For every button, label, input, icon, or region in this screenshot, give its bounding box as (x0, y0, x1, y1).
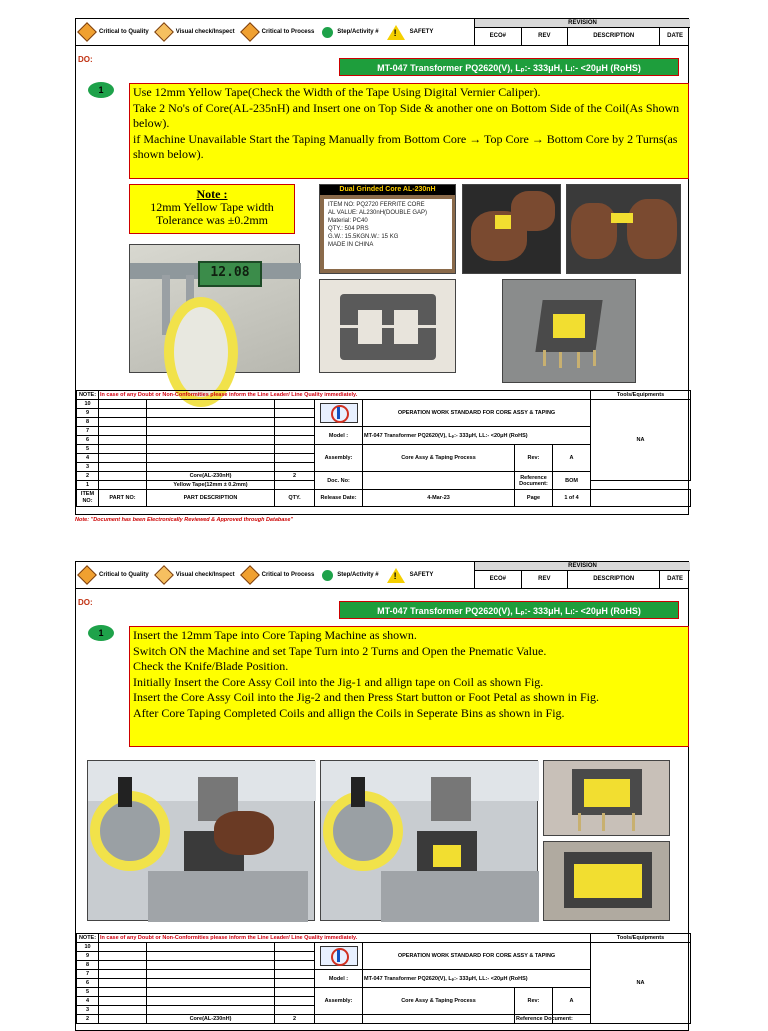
company-logo (320, 946, 358, 966)
item-no-header: ITEM NO: (77, 490, 99, 507)
legend-quality-label: Critical to Quality (99, 29, 149, 35)
part-no-header: PART NO: (99, 490, 147, 507)
tools-label: Tools/Equipments (591, 391, 691, 400)
warning-triangle-icon (387, 568, 405, 583)
rev-label: Rev: (515, 988, 553, 1015)
warning-triangle-icon (387, 25, 405, 40)
legend-safety (387, 25, 434, 40)
revision-block (474, 19, 690, 45)
legend-safety-label: SAFETY (409, 29, 434, 35)
label-line: G.W.: 15.5KGN.W.: 15 KG (328, 234, 399, 240)
release-value: 4-Mar-23 (363, 490, 515, 507)
model-label: Model : (315, 970, 363, 988)
caliper-display: 12.08 (198, 261, 262, 287)
legend (80, 23, 441, 41)
revision-rev: REV (522, 28, 569, 45)
legend-visual-label: Visual check/Inspect (175, 572, 235, 578)
legend-visual-label: Visual check/Inspect (175, 29, 235, 35)
legend-step (322, 570, 378, 581)
item-row-number: 8 (77, 961, 99, 970)
item-row-number: 2 (77, 472, 99, 481)
instruction-box (129, 626, 689, 747)
operation-title: OPERATION WORK STANDARD FOR CORE ASSY & TAPING (363, 400, 591, 427)
item-row-number: 5 (77, 988, 99, 997)
core-box-label (324, 199, 452, 269)
legend-process-label: Critical to Process (261, 572, 315, 578)
assembly-value: Core Assy & Taping Process (363, 445, 515, 472)
note-label: NOTE: (77, 391, 99, 400)
model-value: MT-047 Transformer PQ2620(V), Lₚ:- 333μH, LL:- <20μH (RoHS) (363, 427, 591, 445)
revision-title: REVISION (474, 562, 690, 571)
item-row-number: 6 (77, 979, 99, 988)
label-line: AL VALUE: AL230nH(DOUBLE GAP) (328, 210, 428, 216)
note-label: NOTE: (77, 934, 99, 943)
note-title: Note : (196, 187, 228, 201)
critical-process-icon (240, 565, 260, 585)
label-line: Material: PC40 (328, 218, 368, 224)
product-title: MT-047 Transformer PQ2620(V), Lₚ:- 333μH, Lₗ:- <20μH (RoHS) (339, 601, 679, 619)
taping-machine-photo-2 (320, 760, 538, 921)
eye-inspect-icon (154, 22, 174, 42)
instruction-line: Insert the Core Assy Coil into the Jig-2 and then Press Start button or Foot Petal as shown in Fig. (133, 690, 599, 704)
taped-coil-photo-1 (543, 760, 670, 836)
core-box-label-photo (319, 184, 456, 274)
revision-description: DESCRIPTION (568, 28, 660, 45)
rev-label: Rev: (515, 445, 553, 472)
critical-quality-icon (77, 565, 97, 585)
note-text: In case of any Doubt or Non-Conformities please inform the Line Leader/ Line Quality immediately. (99, 391, 591, 400)
item-row-number: 4 (77, 454, 99, 463)
rev-value: A (553, 988, 591, 1015)
item-row-number: 2 (77, 1015, 99, 1024)
footnote: Note: "Document has been Electronically Reviewed & Approved through Database" (75, 517, 294, 523)
doc-label: Doc. No: (315, 472, 363, 490)
step-number: 1 (88, 625, 114, 641)
legend-step-label: Step/Activity # (337, 572, 379, 578)
item-row-number: 7 (77, 970, 99, 979)
item-row-number: 10 (77, 943, 99, 952)
work-instruction-sheet-1 (75, 18, 689, 515)
model-label: Model : (315, 427, 363, 445)
revision-date: DATE (667, 576, 684, 582)
tools-value: NA (591, 943, 691, 1024)
step-number: 1 (88, 82, 114, 98)
tools-label: Tools/Equipments (591, 934, 691, 943)
core-box-title: Dual Grinded Core AL-230nH (320, 185, 455, 195)
step-circle-icon (322, 570, 333, 581)
reference-value: BOM (553, 472, 591, 490)
label-line: QTY.: 504 PRS (328, 226, 369, 232)
item-row-number: 5 (77, 445, 99, 454)
note-line: Tolerance was ±0.2mm (155, 213, 269, 227)
critical-process-icon (240, 22, 260, 42)
item-row-number: 4 (77, 997, 99, 1006)
critical-quality-icon (77, 22, 97, 42)
item-row-number: 8 (77, 418, 99, 427)
operation-title: OPERATION WORK STANDARD FOR CORE ASSY & TAPING (363, 943, 591, 970)
work-instruction-sheet-2 (75, 561, 689, 1031)
revision-description: DESCRIPTION (568, 571, 660, 588)
part-description: Core(AL-230nH) (147, 472, 275, 481)
document-control-table (76, 933, 688, 1024)
caliper-photo (129, 244, 300, 373)
revision-title: REVISION (474, 19, 690, 28)
legend-safety (387, 568, 434, 583)
instruction-line: Insert the 12mm Tape into Core Taping Machine as shown. (133, 628, 417, 642)
note-text: In case of any Doubt or Non-Conformities please inform the Line Leader/ Line Quality immediately. (99, 934, 591, 943)
release-label: Release Date: (315, 490, 363, 507)
document-control-table (76, 390, 688, 507)
legend (80, 566, 441, 584)
item-row-number: 9 (77, 952, 99, 961)
legend-step (322, 27, 378, 38)
instruction-line: Check the Knife/Blade Position. (133, 659, 289, 673)
assembly-value: Core Assy & Taping Process (363, 988, 515, 1015)
label-line: MADE IN CHINA (328, 242, 374, 248)
item-row-number: 1 (77, 481, 99, 490)
legend-process (243, 25, 315, 39)
legend-safety-label: SAFETY (409, 572, 434, 578)
legend-quality (80, 25, 149, 39)
legend-process-label: Critical to Process (261, 29, 315, 35)
note-line: 12mm Yellow Tape width (150, 200, 274, 214)
eye-inspect-icon (154, 565, 174, 585)
manual-taping-photo-1 (462, 184, 561, 274)
revision-eco: ECO# (475, 28, 522, 45)
legend-process (243, 568, 315, 582)
rev-value: A (553, 445, 591, 472)
instruction-line: Switch ON the Machine and set Tape Turn into 2 Turns and Open the Pnematic Value. (133, 643, 547, 658)
instruction-line: Take 2 No's of Core(AL-235nH) and Insert one on Top Side & another one on Bottom Side of the Coil(As Shown below). (133, 100, 680, 130)
instruction-line: Use 12mm Yellow Tape(Check the Width of the Tape Using Digital Vernier Caliper). (133, 85, 541, 99)
finished-core-photo (502, 279, 636, 383)
sheet-header (76, 19, 688, 46)
item-row-number: 7 (77, 427, 99, 436)
page-value: 1 of 4 (553, 490, 591, 507)
part-description: Core(AL-230nH) (147, 1015, 275, 1024)
part-qty: 2 (275, 472, 315, 481)
model-value: MT-047 Transformer PQ2620(V), Lₚ:- 333μH, LL:- <20μH (RoHS) (363, 970, 591, 988)
instruction-line: After Core Taping Completed Coils and allign the Coils in Seperate Bins as shown in Fig. (133, 705, 565, 720)
tools-value: NA (591, 400, 691, 481)
part-qty: 2 (275, 1015, 315, 1024)
legend-visual (157, 568, 235, 582)
legend-quality (80, 568, 149, 582)
item-row-number: 10 (77, 400, 99, 409)
sheet-header (76, 562, 688, 589)
ferrite-core-photo (319, 279, 456, 373)
instruction-line: if Machine Unavailable Start the Taping Manually from Bottom Core → Top Core → Bottom Core by 2 Turns(as shown below). (133, 131, 678, 161)
legend-step-label: Step/Activity # (337, 29, 379, 35)
revision-date: DATE (667, 33, 684, 39)
item-row-number: 3 (77, 463, 99, 472)
do-label: DO: (78, 55, 93, 64)
revision-block (474, 562, 690, 588)
legend-quality-label: Critical to Quality (99, 572, 149, 578)
reference-label: Reference Document: (515, 472, 553, 490)
company-logo (320, 403, 358, 423)
item-row-number: 9 (77, 409, 99, 418)
do-label: DO: (78, 598, 93, 607)
item-row-number: 6 (77, 436, 99, 445)
item-row-number: 3 (77, 1006, 99, 1015)
instruction-box (129, 83, 689, 179)
product-title: MT-047 Transformer PQ2620(V), Lₚ:- 333μH, Lₗ:- <20μH (RoHS) (339, 58, 679, 76)
manual-taping-photo-2 (566, 184, 681, 274)
instruction-line: Initially Insert the Core Assy Coil into the Jig-1 and allign tape on Coil as shown Fig. (133, 674, 544, 689)
taped-coil-photo-2 (543, 841, 670, 921)
taping-machine-photo-1 (87, 760, 315, 921)
assembly-label: Assembly: (315, 445, 363, 472)
part-description: Yellow Tape(12mm ± 0.2mm) (147, 481, 275, 490)
tolerance-note (129, 184, 295, 234)
label-line: ITEM NO: PQ2720 FERRITE CORE (328, 202, 425, 208)
revision-eco: ECO# (475, 571, 522, 588)
assembly-label: Assembly: (315, 988, 363, 1015)
revision-rev: REV (522, 571, 569, 588)
reference-label: Reference Document: (516, 1016, 573, 1022)
page-label: Page (515, 490, 553, 507)
legend-visual (157, 25, 235, 39)
part-desc-header: PART DESCRIPTION (147, 490, 275, 507)
qty-header: QTY. (275, 490, 315, 507)
step-circle-icon (322, 27, 333, 38)
